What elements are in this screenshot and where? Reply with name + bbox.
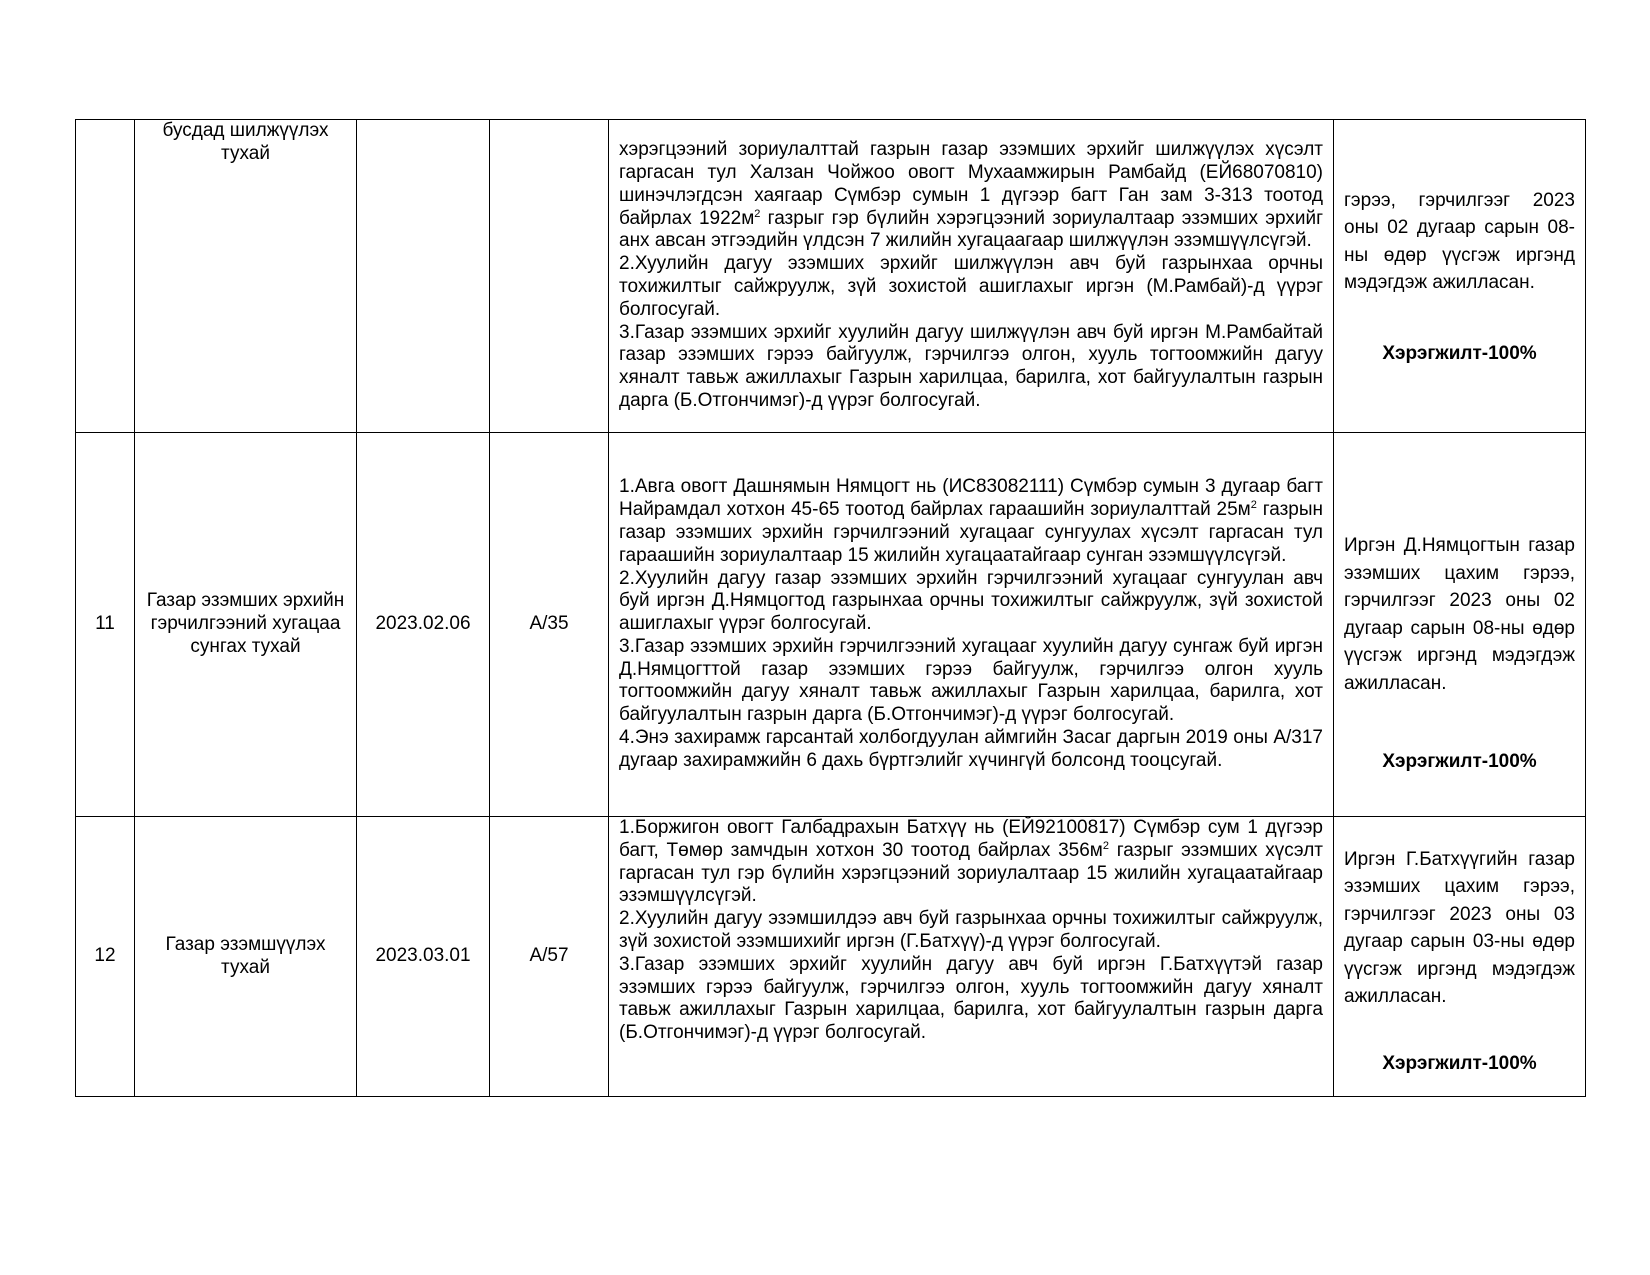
table-row: [76, 817, 1586, 1097]
decree-title: Газар эзэмшүүлэх тухай: [135, 817, 357, 1097]
table-row: [76, 433, 1586, 817]
decree-paragraph: хэрэгцээний зориулалттай газрын газар эзэмших эрхийг шилжүүлэх хүсэлт гаргасан тул Халзан Чойжоо овогт Мухаамжирын Рамбайд (ЕЙ68070810) шинэчлэгдсэн хаягаар Сүмбэр сумын 1 дүгээр багт Ган зам 3-313 тоотод байрлах $1922м^2$ газрыг гэр бүлийн хэрэгцээний зориулалтаар эзэмших эрхийг анх авсан этгээдийн үлдсэн 7 жилийн хугацаагаар шилжүүлэн эзэмшүүлсүгэй.: [619, 139, 1323, 252]
decree-description: [609, 120, 1334, 433]
decree-paragraph: 4.Энэ захирамж гарсантай холбогдуулан аймгийн Засаг даргын 2019 оны А/317 дугаар захирамжийн 6 дахь бүртгэлийг хүчингүй болсонд тооцсугай.: [619, 727, 1323, 771]
decree-paragraph: 2.Хуулийн дагуу эзэмшилдээ авч буй газрынхаа орчны тохижилтыг сайжруулж, зүй зохистой эзэмшихийг иргэн (Г.Батхүү)-д үүрэг болгосугай.: [619, 908, 1323, 952]
decree-code: А/35: [490, 433, 609, 817]
implementation-percent: Хэрэгжилт-100%: [1382, 751, 1537, 773]
decree-description: [609, 817, 1334, 1097]
decree-description: [609, 433, 1334, 817]
decree-date: [357, 120, 490, 433]
implementation-percent: Хэрэгжилт-100%: [1382, 1052, 1537, 1074]
decree-paragraph: 2.Хуулийн дагуу эзэмших эрхийг шилжүүлэн авч буй газрынхаа орчны тохижилтыг сайжруулж, зүй зохистой ашиглахыг иргэн (М.Рамбай)-д үүрэг болгосугай.: [619, 253, 1323, 320]
decree-paragraph: 3.Газар эзэмших эрхийг хуулийн дагуу шилжүүлэн авч буй иргэн М.Рамбайтай газар эзэмших гэрээ байгуулж, гэрчилгээ олгон, хууль тогтоомжийн дагуу хяналт тавьж ажиллахыг Газрын харилцаа, барилга, хот байгуулалтын газрын дарга (Б.Отгончимэг)-д үүрэг болгосугай.: [619, 321, 1323, 411]
implementation-percent: Хэрэгжилт-100%: [1382, 342, 1537, 364]
decree-date: 2023.02.06: [357, 433, 490, 817]
decree-paragraph: 1.Боржигон овогт Галбадрахын Батхүү нь (ЕЙ92100817) Сүмбэр сум 1 дүгээр багт, Төмөр замчдын хотхон 30 тоотод байрлах $356м^2$ газрыг эзэмших хүсэлт гаргасан тул гэр бүлийн хэрэгцээний зориулалтаар 15 жилийн хугацаатайгаар эзэмшүүлсүгэй.: [619, 817, 1323, 907]
decree-title: Газар эзэмших эрхийн гэрчилгээний хугацаа сунгах тухай: [135, 433, 357, 817]
implementation-cell: [1334, 433, 1586, 817]
row-number: [76, 120, 135, 433]
decree-paragraph: 1.Авга овогт Дашнямын Нямцогт нь (ИС83082111) Сүмбэр сумын 3 дугаар багт Найрамдал хотхон 45-65 тоотод байрлах гараашийн зориулалттай $25м^2$ газрын газар эзэмших эрхийн гэрчилгээний хугацааг сунгуулах хүсэлт гаргасан тул гараашийн зориулалтаар 15 жилийн хугацаатайгаар сунган эзэмшүүлсүгэй.: [619, 476, 1323, 566]
implementation-text: Иргэн Д.Нямцогтын газар эзэмших цахим гэрээ, гэрчилгээг 2023 оны 02 дугаар сарын 08-ны өдөр үүсгэж иргэнд мэдэгдэж ажилласан.: [1344, 535, 1575, 694]
implementation-cell: [1334, 120, 1586, 433]
decree-title: бусдад шилжүүлэх тухай: [135, 120, 357, 433]
table-row: [76, 120, 1586, 433]
row-number: 12: [76, 817, 135, 1097]
implementation-cell: [1334, 817, 1586, 1097]
decree-paragraph: 3.Газар эзэмших эрхийн гэрчилгээний хугацааг хуулийн дагуу сунгаж буй иргэн Д.Нямцогттой газар эзэмших гэрээ байгуулж, гэрчилгээ олгон хууль тогтоомжийн дагуу хяналт тавьж ажиллахыг Газрын харилцаа, барилга, хот байгуулалтын газрын дарга (Б.Отгончимэг)-д үүрэг болгосугай.: [619, 635, 1323, 726]
implementation-text: гэрээ, гэрчилгээг 2023 оны 02 дугаар сарын 08-ны өдөр үүсгэж иргэнд мэдэгдэж ажилласан.: [1344, 189, 1575, 294]
decree-date: 2023.03.01: [357, 817, 490, 1097]
decree-code: А/57: [490, 817, 609, 1097]
decree-paragraph: 3.Газар эзэмших эрхийг хуулийн дагуу авч буй иргэн Г.Батхүүтэй газар эзэмших гэрээ байгуулж, гэрчилгээ олгон, хууль тогтоомжийн дагуу хяналт тавьж ажиллахыг Газрын харилцаа, барилга, хот байгуулалтын газрын дарга (Б.Отгончимэг)-д үүрэг болгосугай.: [619, 953, 1323, 1044]
row-number: 11: [76, 433, 135, 817]
decree-table: [75, 119, 1586, 1097]
decree-paragraph: 2.Хуулийн дагуу газар эзэмших эрхийн гэрчилгээний хугацааг сунгуулан авч буй иргэн Д.Нямцогтод газрынхаа орчны тохижилтыг сайжруулж, зүй зохистой ашиглахыг үүрэг болгосугай.: [619, 567, 1323, 635]
implementation-text: Иргэн Г.Батхүүгийн газар эзэмших цахим гэрээ, гэрчилгээг 2023 оны 03 дугаар сарын 03-ны өдөр үүсгэж иргэнд мэдэгдэж ажилласан.: [1344, 848, 1575, 1008]
decree-code: [490, 120, 609, 433]
